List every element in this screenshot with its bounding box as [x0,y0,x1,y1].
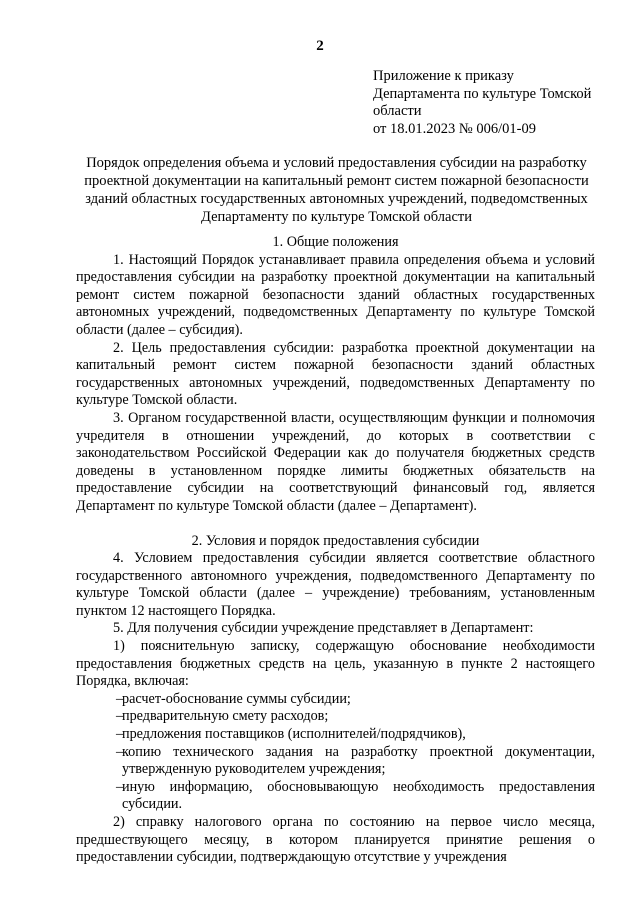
dash-item-text: предварительную смету расходов; [122,708,329,725]
paragraph: 4. Условием предоставления субсидии является соответствие областного государственного автономного учреждения, подведомственного Департаменту по культуре Томской области (далее – учреждение) требованиям, установленным пунктом 12 настоящего Порядка. [76,550,595,619]
document-body [76,234,595,867]
dash-item-text: иную информацию, обосновывающую необходимость предоставления субсидии. [122,778,595,813]
appendix-line: от 18.01.2023 № 006/01-09 [373,120,536,137]
spacer [76,516,595,533]
dash-marker: – [116,708,124,725]
dash-list-item [76,691,595,709]
dash-list-item [76,708,595,726]
page-number: 2 [316,38,324,54]
paragraph: 1. Настоящий Порядок устанавливает правила определения объема и условий предоставления субсидии на разработку проектной документации на капитальный ремонт систем пожарной безопасности зданий областных государственных автономных учреждений, подведомственных Департаменту по культуре Томской области (далее – субсидия). [76,251,595,338]
dash-list-item [76,779,595,814]
list-item-1: 1) пояснительную записку, содержащую обоснование необходимости предоставления бюджетных средств на цель, указанную в пункте 2 настоящего Порядка, включая: [76,638,595,690]
appendix-line: Департамента по культуре Томской [373,85,592,102]
dash-item-text: копию технического задания на разработку проектной документации, утвержденную руководителем учреждения; [122,743,595,778]
appendix-block [373,68,613,138]
dash-marker: – [116,743,124,760]
dash-marker: – [116,778,124,795]
appendix-line: области [373,103,422,119]
appendix-line: Приложение к приказу [373,68,514,84]
section-heading: 1. Общие положения [272,234,399,250]
section-heading: 2. Условия и порядок предоставления субсидии [191,532,480,549]
dash-marker: – [116,690,124,707]
document-title: Порядок определения объема и условий предоставления субсидии на разработку проектной документации на капитальный ремонт систем пожарной безопасности зданий областных государственных автономных учреждений, подведомственных Департаменту по культуре Томской области [84,155,589,225]
paragraph: 3. Органом государственной власти, осуществляющим функции и полномочия учредителя в отношении учреждений, до которых в соответствии с законодательством Российской Федерации как до получателя бюджетных средств доведены в установленном порядке лимиты бюджетных обязательств на предоставление субсидии на соответствующий финансовый год, является Департамент по культуре Томской области (далее – Департамент). [76,409,595,514]
list-item-2: 2) справку налогового органа по состоянию на первое число месяца, предшествующего месяцу, в котором планируется принятие решения о предоставлении субсидии, подтверждающую отсутствие у учреждения [76,814,595,866]
dash-list-item [76,744,595,779]
dash-list-item [76,726,595,744]
paragraph: 2. Цель предоставления субсидии: разработка проектной документации на капитальный ремонт систем пожарной безопасности зданий областных государственных автономных учреждений, подведомственных Департаменту по культуре Томской области. [76,339,595,409]
dash-item-text: расчет-обоснование суммы субсидии; [122,690,351,707]
dash-marker: – [116,726,124,743]
dash-list [76,691,595,814]
paragraph: 5. Для получения субсидии учреждение представляет в Департамент: [113,620,534,637]
dash-item-text: предложения поставщиков (исполнителей/подрядчиков), [122,726,466,743]
